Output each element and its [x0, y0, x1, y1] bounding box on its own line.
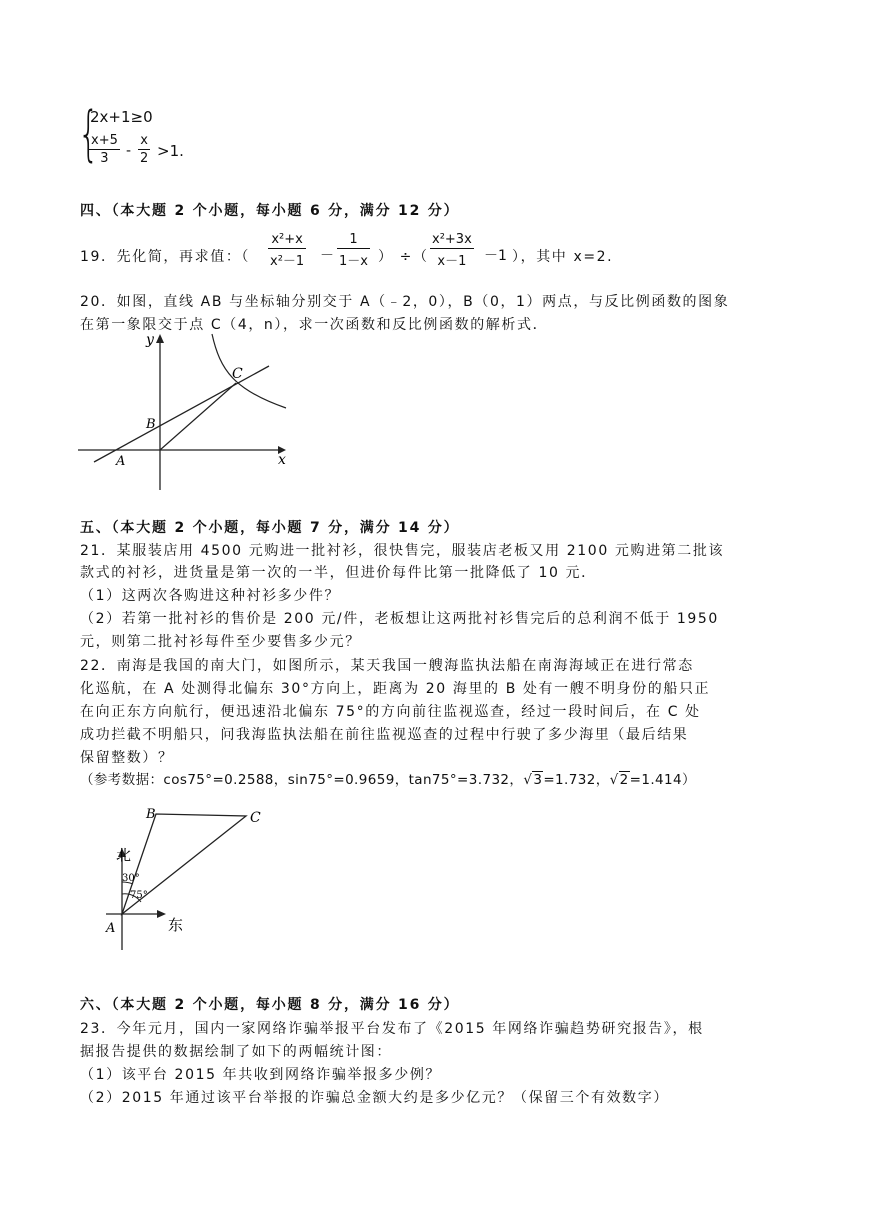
inequality-line-1: 2x+1≥0 — [90, 108, 153, 126]
inequality-fraction-2: x 2 — [140, 133, 149, 166]
label-y: y — [146, 332, 154, 348]
q19-fraction-3: x²+3x x－1 — [432, 232, 472, 269]
q21-line-3: （1）这两次各购进这种衬衫多少件？ — [80, 588, 341, 604]
q21-line-2: 款式的衬衫，进货量是第一次的一半，但进价每件比第一批降低了 10 元． — [80, 565, 597, 581]
inequality-minus: - — [126, 143, 132, 159]
section-6-header: 六、（本大题 2 个小题，每小题 8 分，满分 16 分） — [80, 997, 460, 1013]
label-c: C — [232, 366, 243, 382]
sqrt-2: √2 — [609, 772, 629, 788]
label-b2: B — [146, 807, 156, 822]
q22-line-3: 在向正东方向航行，便迅速沿北偏东 75°的方向前往监视巡查，经过一段时间后，在 C 处 — [80, 704, 701, 720]
q19-fraction-2: 1 1－x — [339, 232, 368, 269]
label-angle-30: 30° — [122, 873, 140, 884]
q19-lead: 19．先化简，再求值：（ — [80, 249, 251, 265]
q21-line-5: 元，则第二批衬衫每件至少要售多少元？ — [80, 634, 361, 650]
q21-line-1: 21．某服装店用 4500 元购进一批衬衫，很快售完，服装店老板又用 2100 元购进第二批该 — [80, 543, 725, 559]
section-5-header: 五、（本大题 2 个小题，每小题 7 分，满分 14 分） — [80, 520, 460, 536]
q22-line-2: 化巡航，在 A 处测得北偏东 30°方向上，距离为 20 海里的 B 处有一艘不明身份的船只正 — [80, 681, 711, 697]
left-brace: { — [78, 99, 100, 169]
label-x: x — [278, 452, 286, 468]
label-angle-75: 75° — [130, 890, 148, 901]
label-b: B — [146, 417, 156, 432]
q22-line-5: 保留整数）？ — [80, 750, 174, 766]
inequality-fraction-1: x+5 3 — [91, 133, 118, 166]
line-ab — [94, 366, 269, 462]
label-c2: C — [250, 810, 261, 826]
q19-tail-op: －1 — [484, 248, 507, 264]
label-a2: A — [106, 921, 116, 936]
label-east: 东 — [168, 916, 184, 934]
q19-tail: ），其中 x=2. — [512, 249, 614, 265]
q22-ref-c: =1.414） — [629, 772, 696, 788]
hyperbola-curve — [212, 334, 286, 408]
q22-figure — [100, 802, 280, 962]
y-axis-arrow — [156, 334, 164, 343]
q22-line-1: 22．南海是我国的南大门，如图所示，某天我国一艘海监执法船在南海海域正在进行常态 — [80, 658, 694, 674]
q20-line-1: 20．如图，直线 AB 与坐标轴分别交于 A（﹣2，0），B（0，1）两点，与反比例函数的图象 — [80, 294, 730, 310]
q22-ref-b: =1.732， — [543, 772, 610, 788]
q23-line-4: （2）2015 年通过该平台举报的诈骗总金额大约是多少亿元？（保留三个有效数字） — [80, 1090, 669, 1106]
q20-line-2: 在第一象限交于点 C（4，n），求一次函数和反比例函数的解析式． — [80, 317, 549, 333]
label-north: 北 — [116, 846, 132, 864]
east-arrow — [157, 910, 166, 918]
q23-line-2: 据报告提供的数据绘制了如下的两幅统计图： — [80, 1044, 392, 1060]
section-4-header: 四、（本大题 2 个小题，每小题 6 分，满分 12 分） — [80, 203, 460, 219]
q23-line-3: （1）该平台 2015 年共收到网络诈骗举报多少例？ — [80, 1067, 442, 1083]
q20-figure — [74, 330, 294, 495]
label-a: A — [116, 454, 126, 469]
sqrt-3: √3 — [523, 772, 543, 788]
q23-line-1: 23．今年元月，国内一家网络诈骗举报平台发布了《2015 年网络诈骗趋势研究报告》，根 — [80, 1021, 704, 1037]
q21-line-4: （2）若第一批衬衫的售价是 200 元/件，老板想让这两批衬衫售完后的总利润不低于 1950 — [80, 611, 719, 627]
q19-minus: － — [320, 248, 334, 264]
segment-oc — [160, 383, 236, 450]
q22-ref-a: （参考数据：cos75°=0.2588，sin75°=0.9659，tan75°=3.732， — [80, 772, 524, 788]
q22-reference-data — [80, 768, 696, 788]
inequality-tail: >1. — [157, 142, 184, 160]
q19-fraction-1: x²+x x²－1 — [270, 232, 305, 269]
q22-line-4: 成功拦截不明船只，问我海监执法船在前往监视巡查的过程中行驶了多少海里（最后结果 — [80, 727, 689, 743]
q19-mid: ） ÷（ — [378, 249, 429, 265]
